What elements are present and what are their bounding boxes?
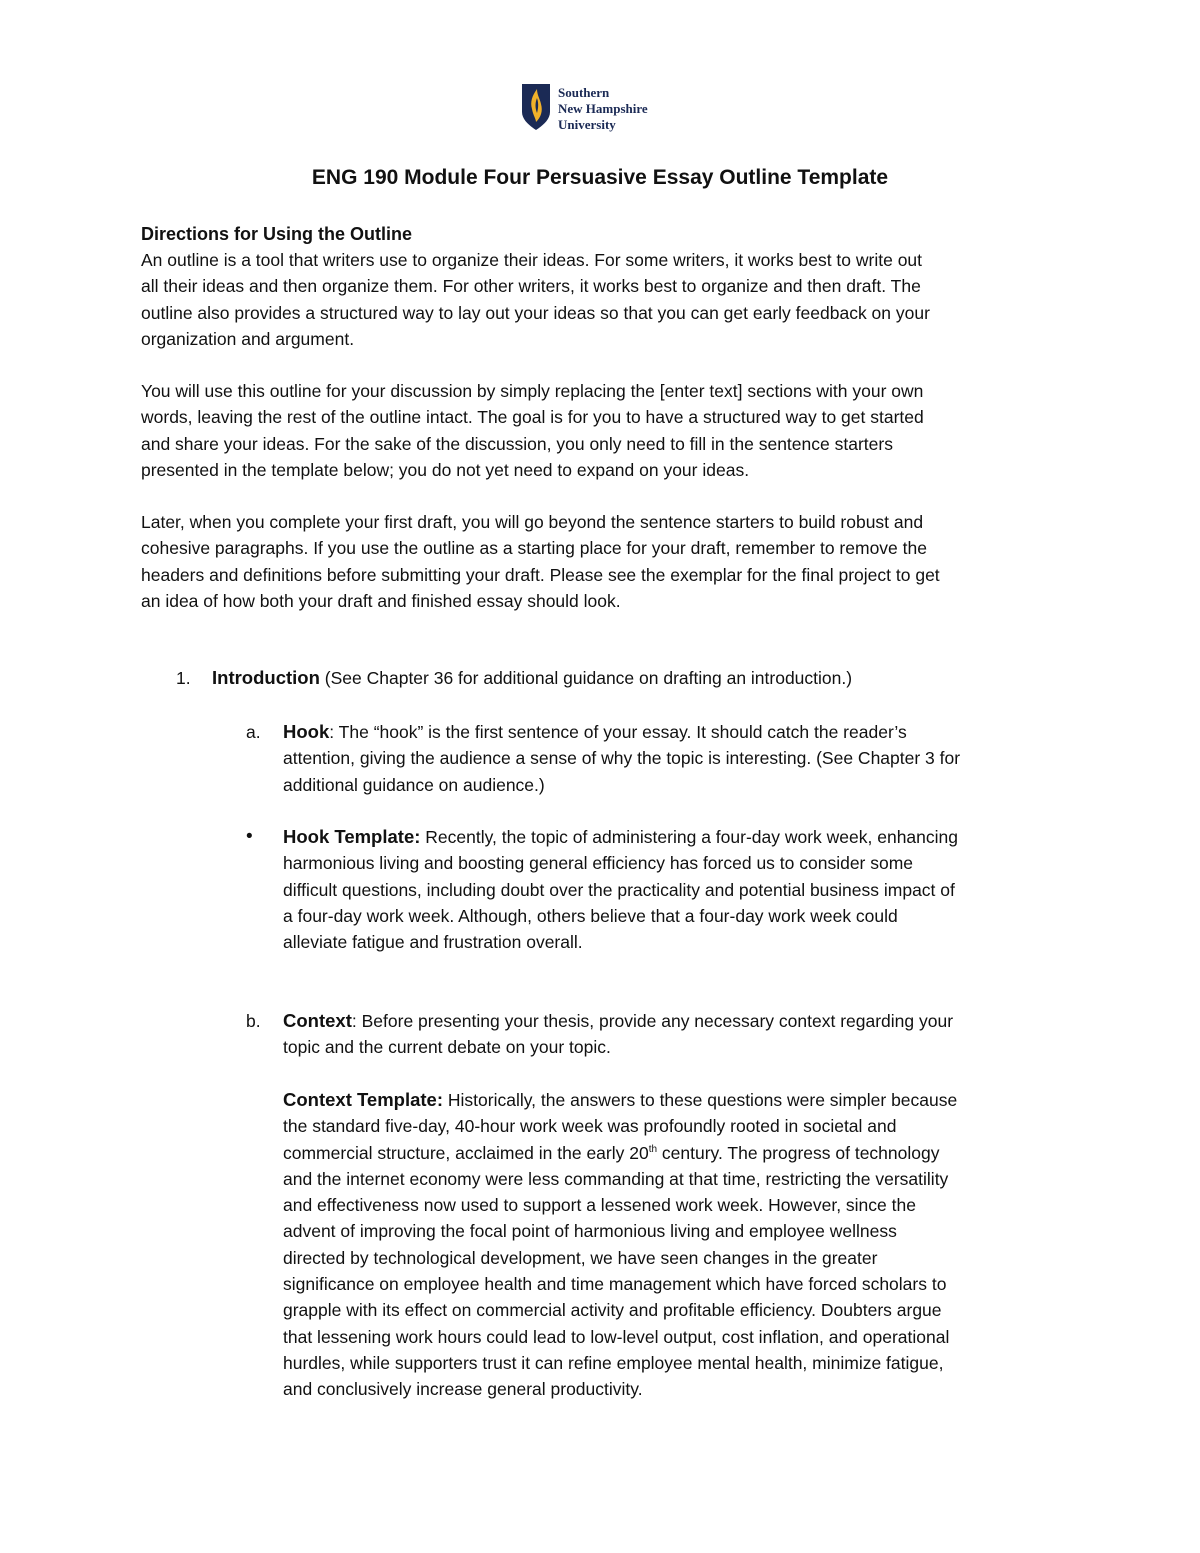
logo-line-3: University xyxy=(558,117,616,132)
flame-shield-icon xyxy=(522,84,550,130)
hook-template-label: Hook Template: xyxy=(283,826,421,847)
logo-line-2: New Hampshire xyxy=(558,101,648,116)
outline-item-context-template: Context Template: Historically, the answers to these questions were simpler because the standard five-day, 40-hour work week was profoundly rooted in societal and commercial structure, acclaimed in the early 20th century. The progress of technology and the internet economy were less commanding at that time, restricting the versatility and effectiveness now used to support a lessened work week. However, since the advent of improving the focal point of harmonious living and employee wellness directed by technological development, we have seen changes in the greater significance on employee health and time management which have forced scholars to grapple with its effect on commercial activity and profitable efficiency. Doubters argue that lessening work hours could lead to low-level output, cost inflation, and operational hurdles, while supporters trust it can refine employee mental health, minimize fatigue, and conclusively increase general productivity. xyxy=(283,1089,958,1400)
outline-item-hook: Hook: The “hook” is the first sentence of your essay. It should catch the reader’s attention, giving the audience a sense of why the topic is interesting. (See Chapter 3 for additional guidance on audience.) xyxy=(283,721,961,795)
list-marker-b: b. xyxy=(246,1011,261,1031)
snhu-logo xyxy=(522,84,648,133)
list-marker-a: a. xyxy=(246,722,261,742)
introduction-label: Introduction xyxy=(212,667,320,688)
list-marker-1: 1. xyxy=(176,668,191,688)
hook-label: Hook xyxy=(283,721,330,742)
directions-paragraph-2: You will use this outline for your discussion by simply replacing the [enter text] sections with your own words, leaving the rest of the outline intact. The goal is for you to have a structured way to get started and share your ideas. For the sake of the discussion, you only need to fill in the sentence starters presented in the template below; you do not yet need to expand on your ideas. xyxy=(141,381,924,480)
context-template-label: Context Template: xyxy=(283,1089,444,1110)
page-title: ENG 190 Module Four Persuasive Essay Outline Template xyxy=(311,166,889,189)
context-label: Context xyxy=(283,1010,352,1031)
directions-paragraph-3: Later, when you complete your first draft, you will go beyond the sentence starters to build robust and cohesive paragraphs. If you use the outline as a starting place for your draft, remember to remove the headers and definitions before submitting your draft. Please see the exemplar for the final project to get an idea of how both your draft and finished essay should look. xyxy=(141,512,940,611)
outline-item-hook-template: Hook Template: Recently, the topic of administering a four-day work week, enhancing harmonious living and boosting general efficiency has forced us to consider some difficult questions, including doubt over the practicality and potential business impact of a four-day work week. Although, others believe that a four-day work week could alleviate fatigue and frustration overall. xyxy=(283,826,959,953)
bullet-marker: • xyxy=(246,826,253,847)
logo-wordmark xyxy=(558,85,648,133)
logo-line-1: Southern xyxy=(558,85,610,100)
outline-item-context: Context: Before presenting your thesis, provide any necessary context regarding your topic and the current debate on your topic. xyxy=(283,1010,954,1058)
directions-paragraph-1: An outline is a tool that writers use to organize their ideas. For some writers, it works best to write out all their ideas and then organize them. For other writers, it works best to organize and then draft. The outline also provides a structured way to lay out your ideas so that you can get early feedback on your organization and argument. xyxy=(141,250,930,349)
outline-item-introduction: Introduction (See Chapter 36 for additional guidance on drafting an introduction.) xyxy=(212,667,853,688)
directions-heading: Directions for Using the Outline xyxy=(141,224,413,244)
